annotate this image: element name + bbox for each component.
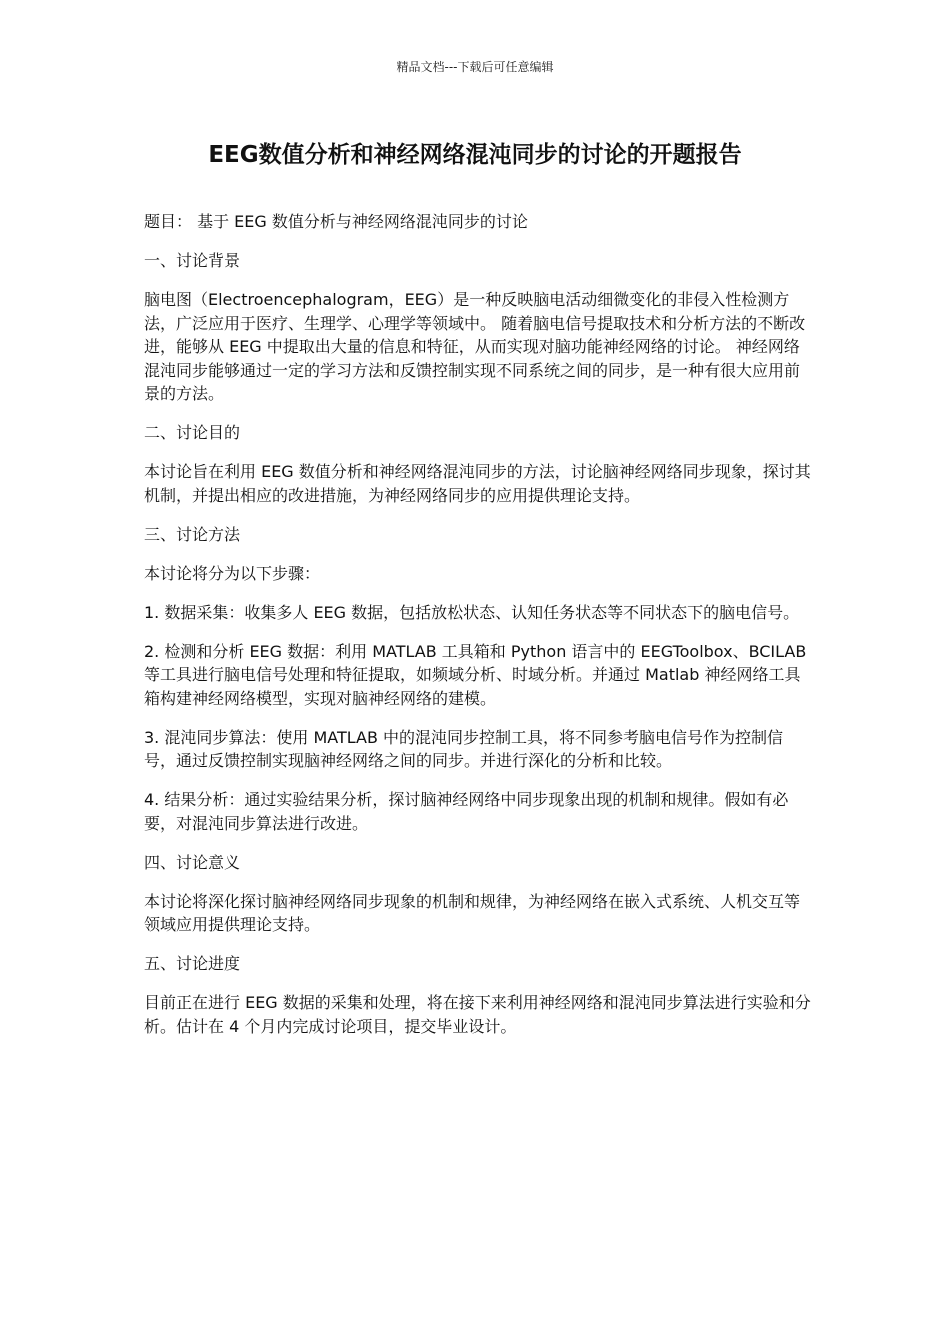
progress-paragraph: 目前正在进行 EEG 数据的采集和处理，将在接下来利用神经网络和混沌同步算法进行实验和分析。估计在 4 个月内完成讨论项目，提交毕业设计。 [144, 993, 811, 1036]
method-heading: 三、讨论方法 [144, 524, 241, 544]
document-body [144, 210, 812, 1054]
method-step-2: 2. 检测和分析 EEG 数据：利用 MATLAB 工具箱和 Python 语言中的 EEGToolbox、BCILAB 等工具进行脑电信号处理和特征提取，如频域分析、时域分析。并通过 Matlab 神经网络工具箱构建神经网络模型，实现对脑神经网络的建模。 [144, 641, 807, 708]
purpose-paragraph: 本讨论旨在利用 EEG 数值分析和神经网络混沌同步的方法，讨论脑神经网络同步现象，探讨其机制，并提出相应的改进措施，为神经网络同步的应用提供理论支持。 [144, 462, 811, 505]
significance-heading: 四、讨论意义 [144, 852, 241, 872]
progress-heading: 五、讨论进度 [144, 954, 241, 973]
method-step-4: 4. 结果分析：通过实验结果分析，探讨脑神经网络中同步现象出现的机制和规律。假如有必要，对混沌同步算法进行改进。 [144, 790, 789, 833]
method-step-3: 3. 混沌同步算法：使用 MATLAB 中的混沌同步控制工具，将不同参考脑电信号作为控制信号，通过反馈控制实现脑神经网络之间的同步。并进行深化的分析和比较。 [144, 727, 784, 770]
subject-line: 题目： 基于 EEG 数值分析与神经网络混沌同步的讨论 [144, 212, 528, 231]
method-step-1: 1. 数据采集：收集多人 EEG 数据，包括放松状态、认知任务状态等不同状态下的脑电信号。 [144, 602, 800, 622]
method-intro: 本讨论将分为以下步骤： [144, 563, 321, 583]
background-heading: 一、讨论背景 [144, 251, 241, 270]
header-note: 精品文档---下载后可任意编辑 [396, 60, 554, 74]
significance-paragraph: 本讨论将深化探讨脑神经网络同步现象的机制和规律，为神经网络在嵌入式系统、人机交互等领域应用提供理论支持。 [144, 891, 801, 934]
purpose-heading: 二、讨论目的 [144, 423, 241, 442]
background-paragraph: 脑电图（Electroencephalogram，EEG）是一种反映脑电活动细微变化的非侵入性检测方法，广泛应用于医疗、生理学、心理学等领域中。 随着脑电信号提取技术和分析方法的不断改进，能够从 EEG 中提取出大量的信息和特征，从而实现对脑功能神经网络的讨论。 神经网络混沌同步能够通过一定的学习方法和反馈控制实现不同系统之间的同步，是一种有很大应用前景的方法。 [144, 290, 806, 403]
page-title: EEG数值分析和神经网络混沌同步的讨论的开题报告 [208, 142, 742, 168]
